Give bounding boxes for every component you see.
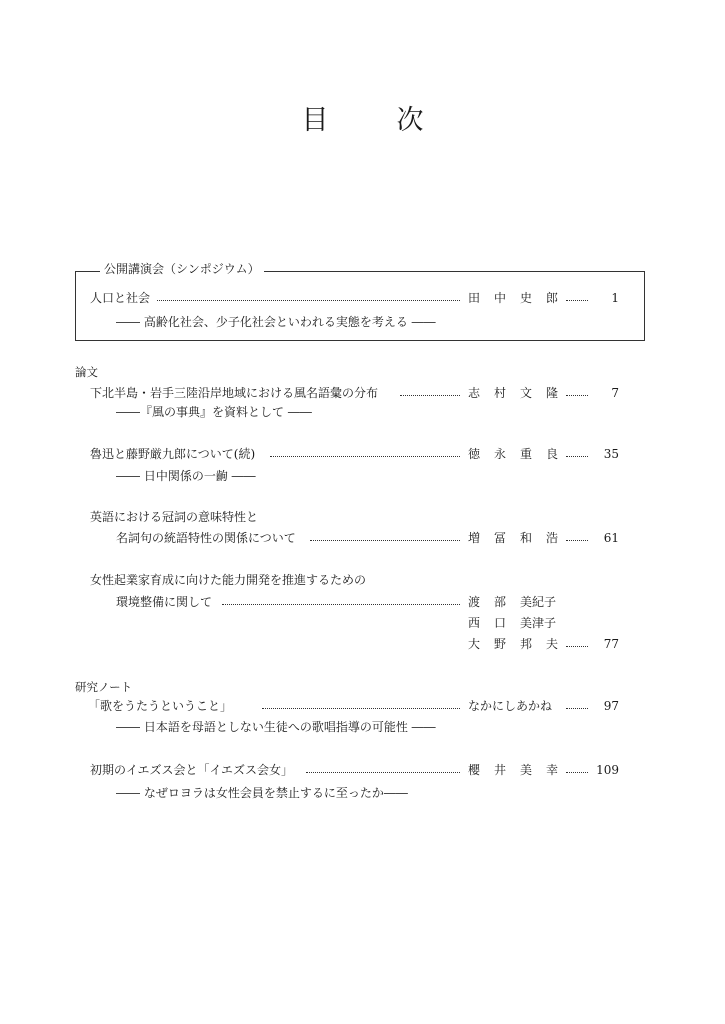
entry-page: 109	[596, 763, 619, 777]
entry-author: 渡 部 美紀子	[468, 595, 557, 609]
toc-entry-line1	[0, 572, 725, 588]
entry-page: 61	[603, 531, 619, 545]
entry-author: 増 冨 和 浩	[468, 531, 559, 545]
dot-leader	[306, 772, 460, 773]
toc-entry[interactable]	[0, 446, 725, 462]
entry-subtitle: ―― 高齢化社会、少子化社会といわれる実態を考える ――	[116, 315, 436, 329]
entry-author: 徳 永 重 良	[468, 447, 559, 461]
entry-title: 名詞句の統語特性の関係について	[116, 531, 296, 545]
page-title: 目 次	[301, 105, 424, 136]
dot-leader	[157, 300, 460, 301]
dot-leader	[566, 456, 588, 457]
entry-subtitle: ――『風の事典』を資料として ――	[116, 405, 312, 419]
entry-page: 1	[611, 291, 619, 305]
toc-author-line	[0, 636, 725, 652]
toc-entry[interactable]	[0, 698, 725, 714]
section-heading-ronbun: 論文	[75, 365, 98, 379]
toc-entry[interactable]	[0, 290, 725, 306]
dot-leader	[566, 708, 588, 709]
symposium-box	[75, 271, 645, 341]
toc-entry[interactable]	[0, 530, 725, 546]
entry-author: 田 中 史 郎	[468, 291, 559, 305]
section-heading-note: 研究ノート	[75, 680, 133, 694]
entry-title: 人口と社会	[90, 291, 151, 305]
dot-leader	[566, 300, 588, 301]
dot-leader	[262, 708, 460, 709]
entry-title: 環境整備に関して	[116, 595, 213, 609]
dot-leader	[566, 540, 588, 541]
entry-author: なかにしあかね	[468, 699, 553, 713]
entry-page: 35	[603, 447, 619, 461]
symposium-heading: 公開講演会（シンポジウム）	[100, 261, 264, 277]
toc-entry[interactable]	[0, 385, 725, 401]
dot-leader	[566, 772, 588, 773]
entry-title: 「歌をうたうということ」	[88, 699, 233, 713]
toc-entry-line1	[0, 509, 725, 525]
toc-entry[interactable]	[0, 594, 725, 610]
entry-title: 初期のイエズス会と「イエズス会女」	[90, 763, 294, 777]
entry-page: 7	[611, 386, 619, 400]
dot-leader	[566, 395, 588, 396]
entry-page: 97	[603, 699, 619, 713]
dot-leader	[270, 456, 460, 457]
entry-author: 西 口 美津子	[468, 616, 557, 630]
entry-author: 櫻 井 美 幸	[468, 763, 559, 777]
entry-title: 下北半島・岩手三陸沿岸地域における風名語彙の分布	[90, 386, 379, 400]
dot-leader	[566, 646, 588, 647]
toc-entry[interactable]	[0, 762, 725, 778]
dot-leader	[222, 604, 460, 605]
entry-author: 大 野 邦 夫	[468, 637, 559, 651]
entry-title: 女性起業家育成に向けた能力開発を推進するための	[90, 573, 367, 587]
entry-title: 魯迅と藤野厳九郎について(続)	[90, 447, 256, 461]
entry-subtitle: ―― 日本語を母語としない生徒への歌唱指導の可能性 ――	[116, 720, 436, 734]
entry-subtitle: ―― なぜロヨラは女性会員を禁止するに至ったか――	[116, 786, 408, 800]
dot-leader	[310, 540, 460, 541]
entry-author: 志 村 文 隆	[468, 386, 559, 400]
entry-subtitle: ―― 日中関係の一齣 ――	[116, 469, 256, 483]
entry-page: 77	[603, 637, 619, 651]
entry-title: 英語における冠詞の意味特性と	[90, 510, 259, 524]
dot-leader	[400, 395, 460, 396]
toc-author-line	[0, 615, 725, 631]
